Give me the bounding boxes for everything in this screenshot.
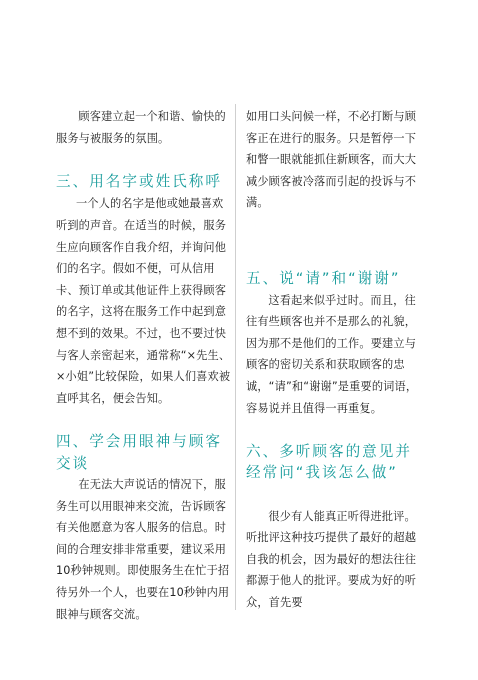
paragraph-section-6: 很少有人能真正听得进批评。听批评这种技巧提供了最好的超越自我的机会，因为最好的想法往往都源于他人的批评。要成为好的听众，首先要 bbox=[246, 509, 417, 609]
paragraph-eye-contact-continued: 如用口头问候一样，不必打断与顾客正在进行的服务。只是暂停一下和瞥一眼就能抓住新顾客，而大大减少顾客被冷落而引起的投诉与不满。 bbox=[246, 110, 417, 210]
paragraph-section-5: 这看起来似乎过时。而且，往往有些顾客也并不是那么的礼貌，因为那不是他们的工作。要建立与顾客的密切关系和获取顾客的忠诚，“请”和“谢谢”是重要的词语，容易说并且值得一再重复。 bbox=[246, 293, 418, 415]
heading-section-3: 三、用名字或姓氏称呼 bbox=[56, 172, 222, 190]
heading-section-6: 六、多听顾客的意见并经常问“我该怎么做” bbox=[246, 442, 412, 482]
heading-section-5: 五、说“请”和“谢谢” bbox=[246, 269, 401, 287]
paragraph-section-4: 在无法大声说话的情况下，服务生可以用眼神来交流，告诉顾客有关他愿意为客人服务的信息。时间的合理安排非常重要，建议采用10秒钟规则。即使服务生在忙于招待另外一个人，也要在10秒钟内用眼神与顾客交流。 bbox=[56, 478, 230, 621]
column-divider bbox=[235, 104, 236, 610]
section-3 bbox=[56, 171, 232, 410]
heading-section-4: 四、学会用眼神与顾客交谈 bbox=[56, 432, 222, 472]
left-column bbox=[56, 106, 232, 625]
right-column bbox=[246, 106, 422, 613]
paragraph-intro-continued: 顾客建立起一个和谐、愉快的服务与被服务的氛围。 bbox=[56, 110, 226, 145]
paragraph-section-3: 一个人的名字是他或她最喜欢听到的声音。在适当的时候，服务生应向顾客作自我介绍，并询问他们的名字。假如不便，可从信用卡、预订单或其他证件上获得顾客的名字，这将在服务工作中起到意想不到的效果。不过，也不要过快与客人亲密起来，通常称“×先生、×小姐”比较保险，如果人们喜欢被直呼其名，便会告知。 bbox=[56, 197, 231, 405]
